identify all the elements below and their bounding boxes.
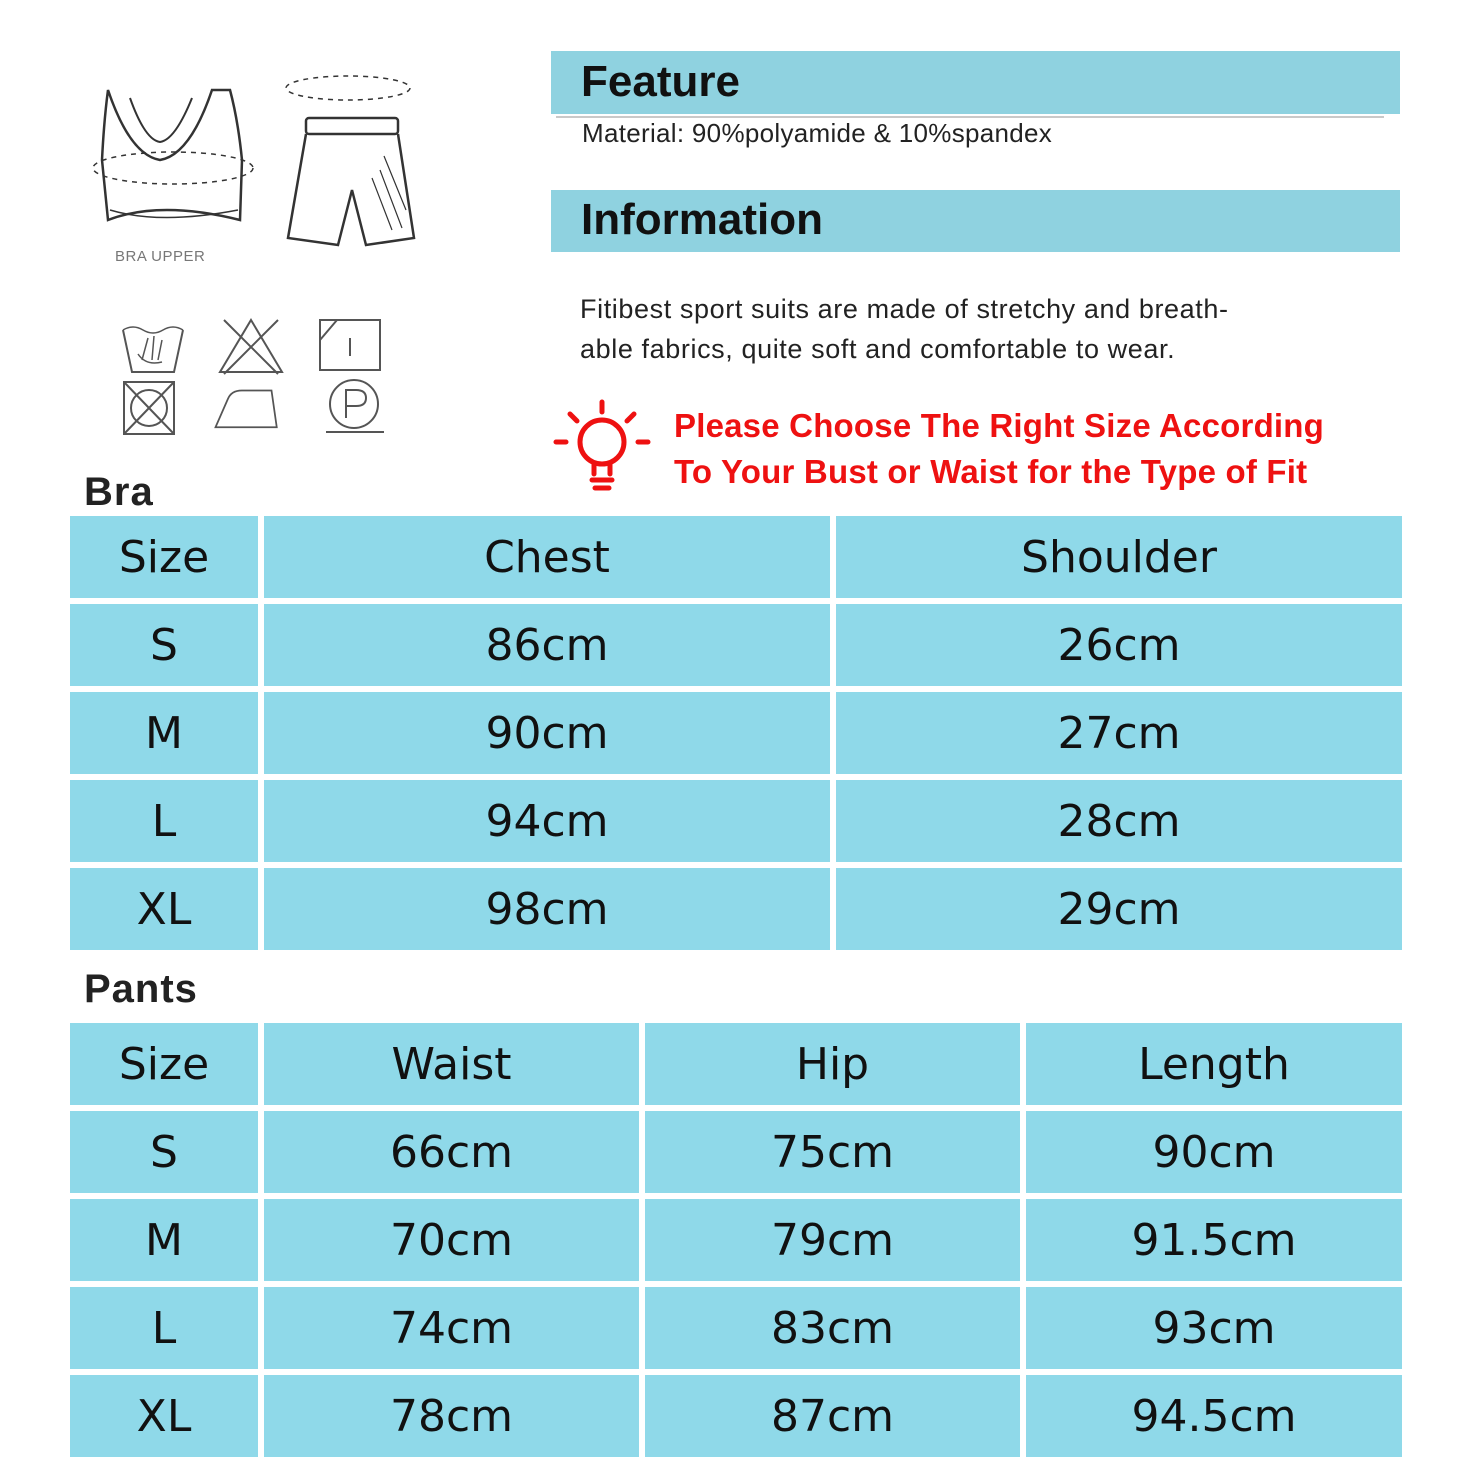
table-cell: 86cm [264,604,830,686]
feature-banner: Feature [551,51,1400,114]
table-cell: 87cm [645,1375,1020,1457]
table-cell: 94cm [264,780,830,862]
garment-illustration [80,60,440,280]
iron-icon [212,378,282,438]
information-line-1: Fitibest sport suits are made of stretchy and breath- [580,294,1229,324]
header-cell: Hip [645,1023,1020,1105]
table-row [70,604,1402,686]
table-cell: S [70,1111,258,1193]
pants-size-table [64,1017,1408,1463]
table-row [70,692,1402,774]
material-text: Material: 90%polyamide & 10%spandex [582,118,1053,148]
table-cell: M [70,1199,258,1281]
table-cell: S [70,604,258,686]
table-cell: XL [70,868,258,950]
table-header-row [70,1023,1402,1105]
bra-size-table [64,510,1408,956]
table-cell: 26cm [836,604,1402,686]
table-row [70,780,1402,862]
header-cell: Length [1026,1023,1402,1105]
table-cell: XL [70,1375,258,1457]
table-cell: 90cm [1026,1111,1402,1193]
table-cell: 74cm [264,1287,639,1369]
header-cell: Size [70,1023,258,1105]
table-cell: 28cm [836,780,1402,862]
table-cell: 75cm [645,1111,1020,1193]
information-line-2: able fabrics, quite soft and comfortable to wear. [580,334,1176,364]
table-cell: 29cm [836,868,1402,950]
header-cell: Size [70,516,258,598]
header-cell: Chest [264,516,830,598]
lightbulb-icon [550,398,654,502]
table-cell: 78cm [264,1375,639,1457]
table-cell: 91.5cm [1026,1199,1402,1281]
table-cell: L [70,780,258,862]
table-row [70,1375,1402,1457]
table-cell: 83cm [645,1287,1020,1369]
table-cell: 94.5cm [1026,1375,1402,1457]
professional-clean-icon [322,378,392,438]
table-cell: M [70,692,258,774]
size-notice-line-1: Please Choose The Right Size According [674,407,1325,444]
table-cell: 70cm [264,1199,639,1281]
table-header-row [70,516,1402,598]
no-bleach-icon [216,316,286,376]
no-tumble-dry-icon [118,378,188,438]
header-cell: Shoulder [836,516,1402,598]
line-dry-icon [315,316,385,376]
hand-wash-icon [118,316,188,376]
table-cell: 79cm [645,1199,1020,1281]
table-cell: 98cm [264,868,830,950]
table-cell: 27cm [836,692,1402,774]
table-cell: 90cm [264,692,830,774]
shorts-sketch-icon [286,76,414,245]
table-row [70,1199,1402,1281]
bra-section-label: Bra [84,470,154,514]
table-cell: 93cm [1026,1287,1402,1369]
table-cell: L [70,1287,258,1369]
pants-section-label: Pants [84,967,198,1011]
table-row [70,1111,1402,1193]
header-cell: Waist [264,1023,639,1105]
table-cell: 66cm [264,1111,639,1193]
size-notice-line-2: To Your Bust or Waist for the Type of Fit [674,453,1308,490]
table-row [70,1287,1402,1369]
table-row [70,868,1402,950]
bra-sketch-icon [93,90,253,220]
information-banner: Information [551,190,1400,252]
bra-caption: BRA UPPER [115,248,206,265]
